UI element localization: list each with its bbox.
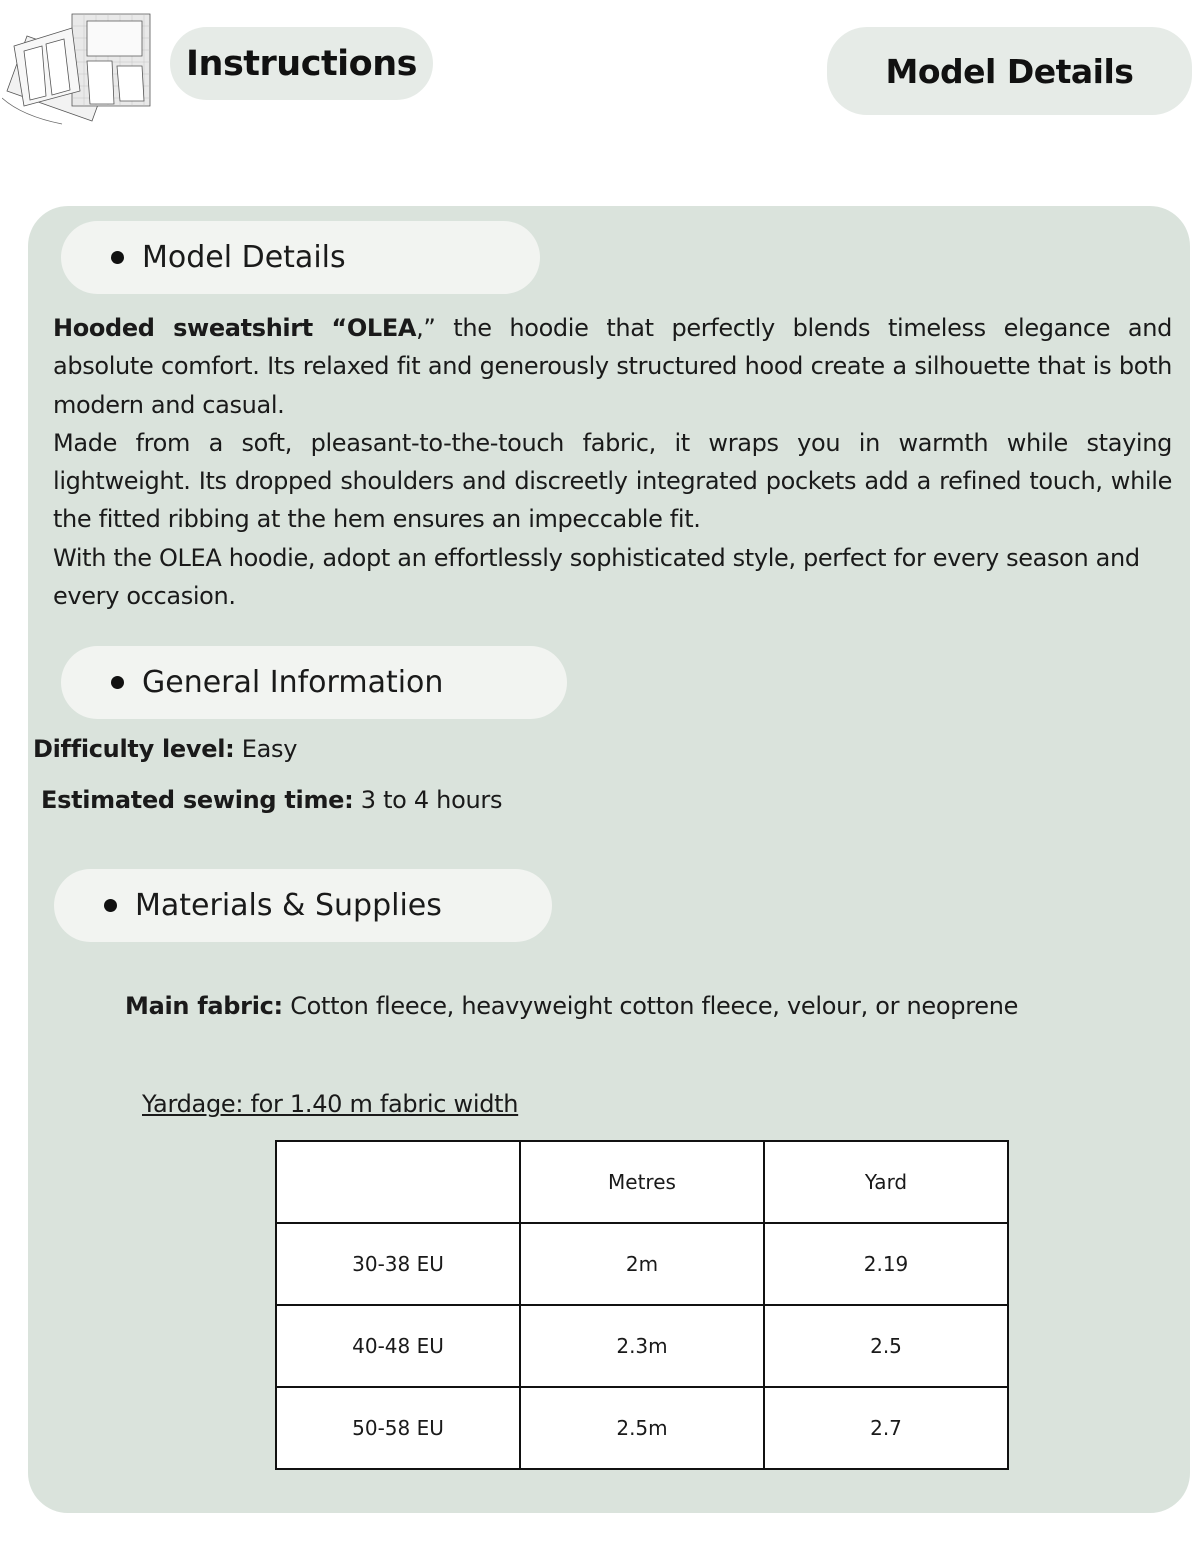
section-heading-materials [54, 869, 552, 942]
description-text: ,” the hoodie that perfectly blends timeless elegance and absolute comfort. Its relaxed fit and generously structured hood create a silhouette that is both modern and casual. [53, 314, 1172, 419]
instructions-tab[interactable]: Instructions [170, 27, 433, 100]
bullet-icon [111, 251, 124, 264]
estimated-sewing-time [41, 786, 502, 814]
table-cell: 2.3m [520, 1305, 764, 1387]
difficulty-label: Difficulty level: [33, 735, 235, 763]
model-description [53, 309, 1172, 615]
sewing-time-label: Estimated sewing time: [41, 786, 354, 814]
table-cell: 2.5 [764, 1305, 1008, 1387]
section-heading-general-information [61, 646, 567, 719]
table-header-cell: Metres [520, 1141, 764, 1223]
table-header-row [276, 1141, 1008, 1223]
yardage-table [275, 1140, 1009, 1470]
table-cell: 50-58 EU [276, 1387, 520, 1469]
bullet-icon [104, 899, 117, 912]
description-paragraph: Made from a soft, pleasant-to-the-touch fabric, it wraps you in warmth while staying lightweight. Its dropped shoulders and discreetly integrated pockets add a refined touch, while the fitted ribbing at the hem ensures an impeccable fit. [53, 428, 1172, 534]
main-fabric-label: Main fabric: [125, 992, 283, 1020]
table-cell: 30-38 EU [276, 1223, 520, 1305]
yardage-label: Yardage: for 1.40 m fabric width [142, 1090, 519, 1118]
table-header-cell [276, 1141, 520, 1223]
description-paragraph [53, 309, 1172, 424]
difficulty-level [33, 735, 297, 763]
table-row [276, 1305, 1008, 1387]
description-paragraph: With the OLEA hoodie, adopt an effortlessly sophisticated style, perfect for every season and every occasion. [53, 543, 1140, 611]
model-details-tab[interactable]: Model Details [827, 27, 1192, 115]
table-cell: 2m [520, 1223, 764, 1305]
table-header-cell: Yard [764, 1141, 1008, 1223]
bullet-icon [111, 676, 124, 689]
difficulty-value: Easy [234, 735, 298, 763]
table-row [276, 1223, 1008, 1305]
table-cell: 2.19 [764, 1223, 1008, 1305]
table-cell: 40-48 EU [276, 1305, 520, 1387]
table-row [276, 1387, 1008, 1469]
main-fabric-value: Cotton fleece, heavyweight cotton fleece, velour, or neoprene [282, 992, 1019, 1020]
section-title: Model Details [142, 240, 346, 275]
section-title: Materials & Supplies [135, 888, 442, 923]
product-name: Hooded sweatshirt “OLEA [53, 314, 417, 342]
section-heading-model-details [61, 221, 540, 294]
pattern-pieces-logo [2, 6, 152, 126]
table-cell: 2.7 [764, 1387, 1008, 1469]
table-cell: 2.5m [520, 1387, 764, 1469]
main-fabric [125, 992, 1018, 1020]
sewing-time-value: 3 to 4 hours [353, 786, 503, 814]
section-title: General Information [142, 665, 444, 700]
